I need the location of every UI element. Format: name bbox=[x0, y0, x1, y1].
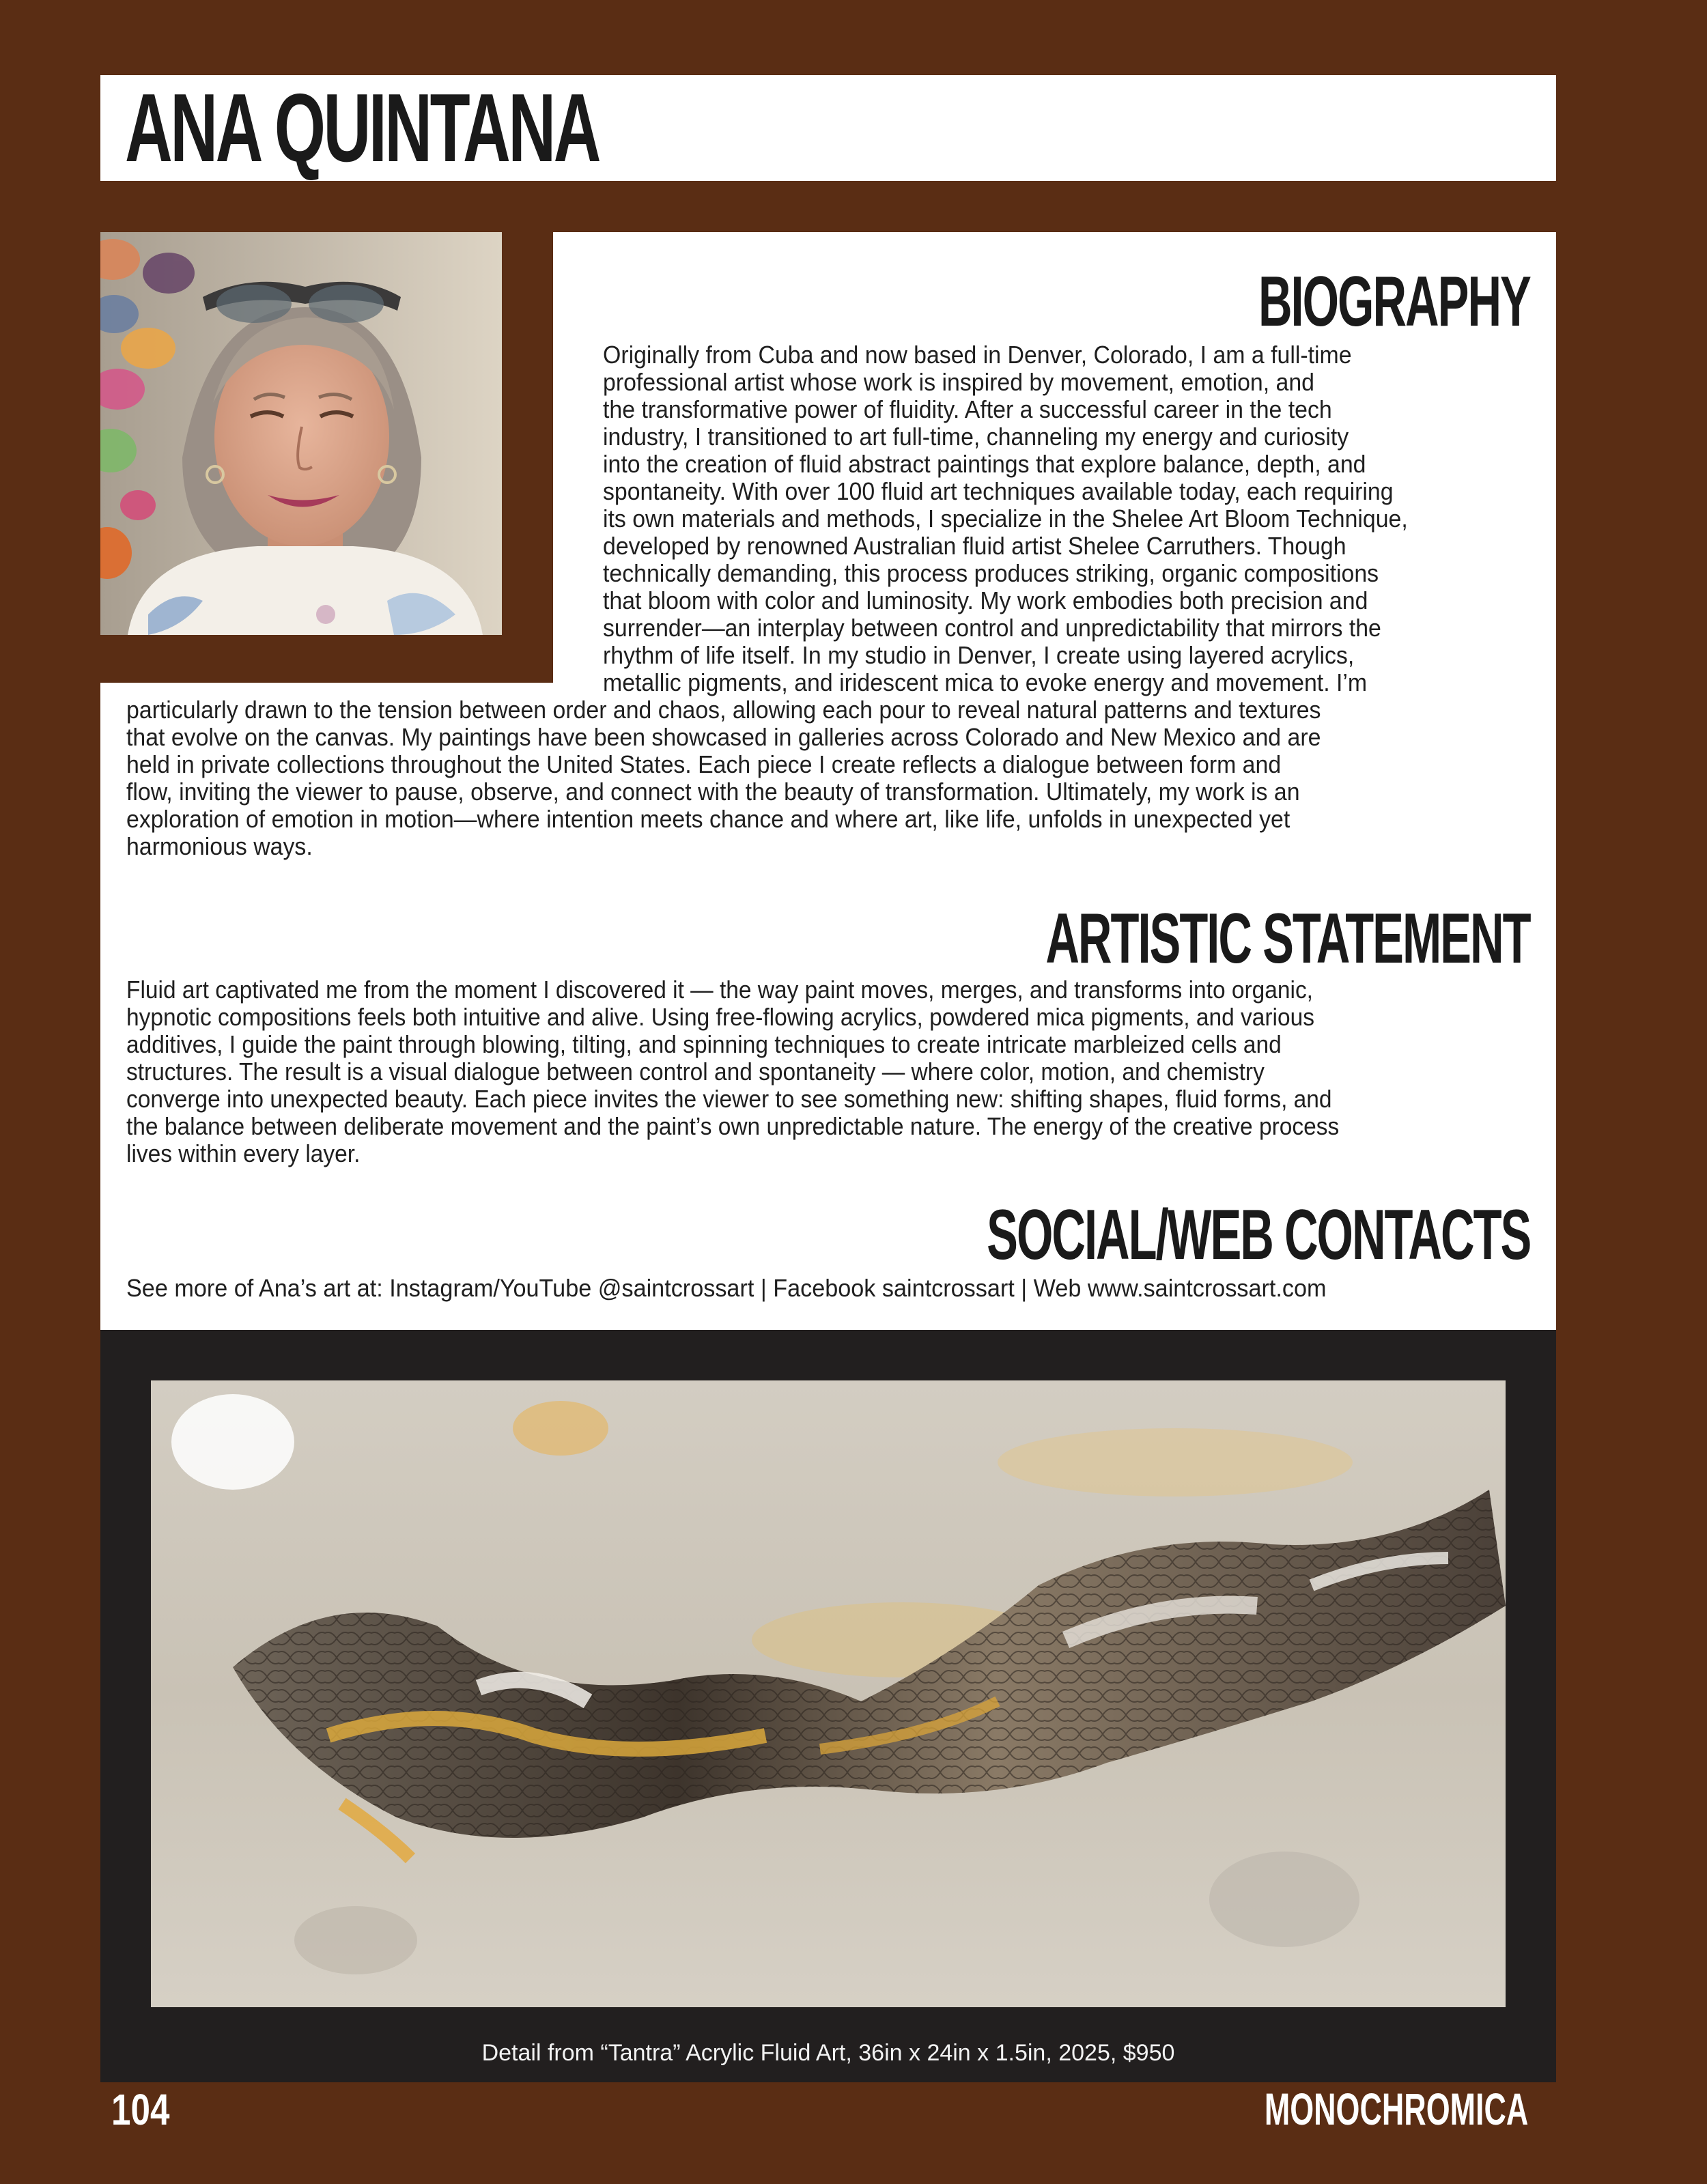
biography-line: industry, I transitioned to art full-time, channeling my energy and curiosity bbox=[603, 423, 1349, 451]
biography-line: particularly drawn to the tension between order and chaos, allowing each pour to reveal natural patterns and textures bbox=[126, 696, 1321, 724]
biography-line: surrender—an interplay between control and unpredictability that mirrors the bbox=[603, 614, 1381, 642]
biography-line: its own materials and methods, I specialize in the Shelee Art Bloom Technique, bbox=[603, 505, 1408, 533]
biography-line: Originally from Cuba and now based in Denver, Colorado, I am a full-time bbox=[603, 341, 1352, 369]
biography-line: into the creation of fluid abstract paintings that explore balance, depth, and bbox=[603, 450, 1366, 478]
contacts-heading: SOCIAL/WEB CONTACTS bbox=[986, 1195, 1530, 1275]
biography-line: metallic pigments, and iridescent mica to evoke energy and movement. I’m bbox=[603, 668, 1368, 696]
biography-line: that bloom with color and luminosity. My work embodies both precision and bbox=[603, 586, 1368, 614]
contacts-text[interactable]: See more of Ana’s art at: Instagram/YouTube @saintcrossart | Facebook saintcrossart | Web www.saintcrossart.com bbox=[126, 1274, 1327, 1302]
biography-line: rhythm of life itself. In my studio in Denver, I create using layered acrylics, bbox=[603, 641, 1355, 669]
biography-line: that evolve on the canvas. My paintings have been showcased in galleries across Colorado and New Mexico and are bbox=[126, 723, 1321, 751]
biography-line: harmonious ways. bbox=[126, 832, 313, 860]
biography-heading: BIOGRAPHY bbox=[1258, 262, 1530, 341]
statement-line: structures. The result is a visual dialogue between control and spontaneity — where color, motion, and chemistry bbox=[126, 1058, 1265, 1086]
biography-line: exploration of emotion in motion—where intention meets chance and where art, like life, unfolds in unexpected yet bbox=[126, 805, 1290, 833]
artwork-image bbox=[151, 1380, 1506, 2007]
title-bar bbox=[100, 75, 1556, 181]
artist-name: ANA QUINTANA bbox=[125, 74, 599, 182]
artwork-panel bbox=[100, 1330, 1556, 2082]
magazine-name: MONOCHROMICA bbox=[1264, 2084, 1528, 2134]
artwork-caption: Detail from “Tantra” Acrylic Fluid Art, 36in x 24in x 1.5in, 2025, $950 bbox=[481, 2040, 1175, 2066]
biography-line: developed by renowned Australian fluid artist Shelee Carruthers. Though bbox=[603, 532, 1346, 560]
statement-line: additives, I guide the paint through blowing, tilting, and spinning techniques to create intricate marbleized cells and bbox=[126, 1030, 1282, 1058]
statement-line: Fluid art captivated me from the moment I discovered it — the way paint moves, merges, and transforms into organic, bbox=[126, 976, 1313, 1004]
statement-line: the balance between deliberate movement and the paint’s own unpredictable nature. The energy of the creative process bbox=[126, 1112, 1340, 1140]
biography-line: the transformative power of fluidity. After a successful career in the tech bbox=[603, 395, 1332, 423]
biography-line: flow, inviting the viewer to pause, observe, and connect with the beauty of transformation. Ultimately, my work is an bbox=[126, 778, 1300, 806]
biography-line: spontaneity. With over 100 fluid art techniques available today, each requiring bbox=[603, 477, 1394, 505]
biography-line: held in private collections throughout the United States. Each piece I create reflects a dialogue between form and bbox=[126, 750, 1282, 778]
biography-line: professional artist whose work is inspired by movement, emotion, and bbox=[603, 368, 1315, 396]
page-number: 104 bbox=[111, 2085, 170, 2134]
biography-line: technically demanding, this process produces striking, organic compositions bbox=[603, 559, 1379, 587]
statement-line: hypnotic compositions feels both intuitive and alive. Using free-flowing acrylics, powdered mica pigments, and various bbox=[126, 1003, 1314, 1031]
statement-line: lives within every layer. bbox=[126, 1139, 361, 1167]
portrait-photo bbox=[100, 232, 502, 635]
statement-heading: ARTISTIC STATEMENT bbox=[1045, 899, 1530, 978]
statement-line: converge into unexpected beauty. Each piece invites the viewer to see something new: shifting shapes, fluid forms, and bbox=[126, 1085, 1332, 1113]
